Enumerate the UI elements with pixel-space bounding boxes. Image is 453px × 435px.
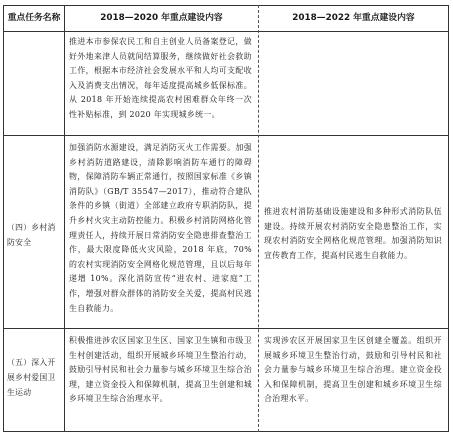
- header-task-name: 重点任务名称: [7, 13, 61, 23]
- row1-bottom-border: [3, 135, 449, 136]
- header-2018-2020: 2018—2020 年重点建设内容: [100, 13, 223, 23]
- row2-bottom-border: [3, 328, 449, 329]
- column-divider-1: [64, 5, 65, 432]
- table-bottom-border: [3, 431, 449, 432]
- plan-table: [3, 5, 449, 432]
- header-2018-2022: 2018—2022 年重点建设内容: [292, 13, 415, 23]
- table-top-border: [3, 5, 449, 6]
- row2-task: （四）乡村消防安全: [7, 223, 56, 247]
- row3-task: （五）深入开展乡村爱国卫生运动: [7, 358, 56, 397]
- row2-content-2022: 推进农村消防基础设施建设和多种形式消防队伍建设。持续开展农村消防安全隐患整治工作，实现农村消防安全网格化规范管理。加强消防知识宣传教育工作，提高村民逃生自救能力。: [264, 207, 442, 260]
- header-bottom-border: [3, 31, 449, 32]
- column-divider-2: [258, 5, 259, 432]
- table-right-border: [448, 5, 449, 432]
- row3-content-2020: 积极推进涉农区国家卫生区、国家卫生镇和市级卫生村创建活动，组织开展城乡环境卫生整治行动，鼓励引导村民和社会力量参与城乡环境卫生综合治理，建立资金投入和保障机制，提高卫生创建和城乡环境卫生综合治理水平。: [69, 336, 252, 404]
- row2-content-2020: 加强消防水源建设，满足消防灭火工作需要。加强乡村消防道路建设，清除影响消防车通行的障碍物，保障消防车辆正常通行，按照国家标准《乡镇消防队》（GB/T 35547—2017），推动符合建队条件的乡镇（街道）全部建立政府专职消防队，提升乡村火灾主动防控能力。积极乡村消防网格化管理责任人，持续开展日常消防安全隐患排查整治工作，最大限度降低火灾风险，2018 年底，70%的农村实现消防安全网格化规范管理，且以后每年递增 10%。深化消防宣传“进农村、进家庭”工作，增强对群众群体的消防安全关爱，提高村民逃生自救能力。: [69, 143, 252, 313]
- table-left-border: [3, 5, 4, 432]
- row3-content-2022: 实现涉农区开展国家卫生区创建全覆盖。组织开展城乡环境卫生整治行动，鼓励和引导村民和社会力量参与城乡环境卫生综合治理。建立资金投入和保障机制，提高卫生创建和城乡环境卫生综合治理水平。: [264, 336, 442, 404]
- row1-content-2020: 推进本市参保农民工和自主创业人员备案登记，做好外地来津人员就间结算服务，继续做好社会救助工作，根据本市经济社会发展水平和人均可支配收入及消费支出情况，每年适度提高城乡低保标准。从 2018 年开始连续提高农村困难群众年终一次性补贴标准，到 2020 年实现城乡统一。: [69, 37, 252, 119]
